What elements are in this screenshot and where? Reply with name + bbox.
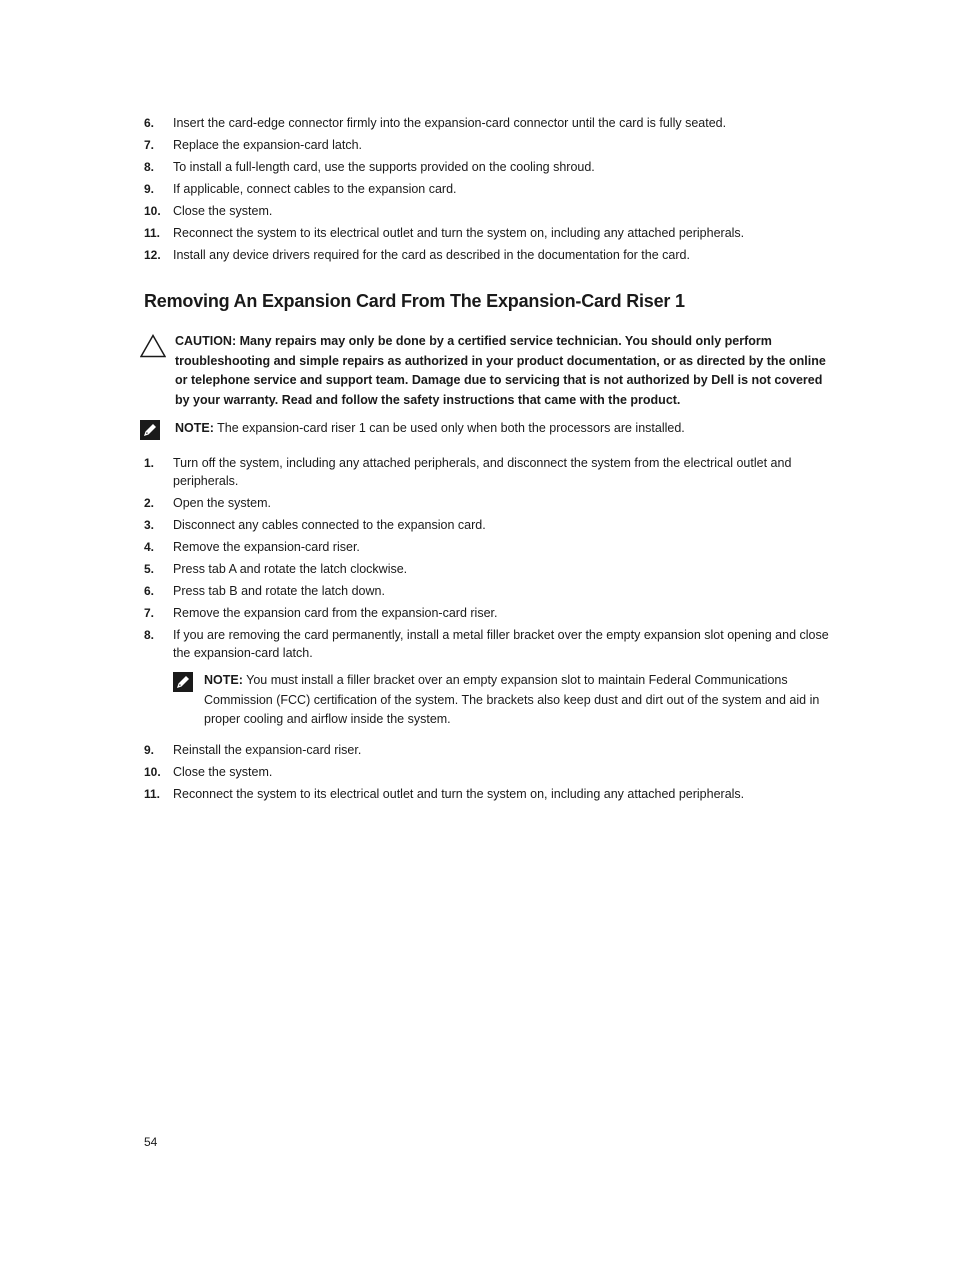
step-text: Open the system.: [173, 496, 271, 510]
step-number: 3.: [144, 518, 155, 532]
step-number: 9.: [144, 182, 155, 196]
list-item: [144, 785, 844, 803]
step-number: 6.: [144, 584, 155, 598]
step-number: 1.: [144, 456, 155, 470]
step-number: 7.: [144, 606, 155, 620]
list-item: [144, 158, 844, 176]
step-text: Remove the expansion-card riser.: [173, 540, 360, 554]
step-text: Reconnect the system to its electrical outlet and turn the system on, including any attached peripherals.: [173, 787, 745, 801]
step-text: Close the system.: [173, 765, 273, 779]
list-item: [144, 516, 844, 534]
section-heading: Removing An Expansion Card From The Expansion-Card Riser 1: [144, 291, 685, 311]
list-item: [144, 136, 844, 154]
list-item: [144, 494, 844, 512]
steps-list-bottom: [144, 454, 844, 807]
note-text: [204, 671, 841, 730]
page-number: 54: [144, 1135, 158, 1149]
step-text: Install any device drivers required for the card as described in the documentation for the card.: [173, 248, 690, 262]
list-item: [144, 763, 844, 781]
list-item: [144, 224, 844, 242]
step-number: 7.: [144, 138, 155, 152]
step-text: Reconnect the system to its electrical outlet and turn the system on, including any attached peripherals.: [173, 226, 745, 240]
step-text: If applicable, connect cables to the expansion card.: [173, 182, 457, 196]
caution-text: CAUTION: Many repairs may only be done by a certified service technician. You should only perform troubleshooting and simple repairs as authorized in your product documentation, or as directed by the online or telephone service and support team. Damage due to servicing that is not authorized by Dell is not covered by your warranty. Read and follow the safety instructions that came with the product.: [175, 334, 826, 407]
note-block: [140, 419, 840, 439]
step-number: 4.: [144, 540, 155, 554]
note-text: [175, 419, 840, 439]
step-number: 5.: [144, 562, 155, 576]
step-text: Remove the expansion card from the expansion-card riser.: [173, 606, 498, 620]
step-number: 11.: [144, 787, 161, 801]
step-text: Press tab A and rotate the latch clockwise.: [173, 562, 408, 576]
step-number: 9.: [144, 743, 155, 757]
step-text: Reinstall the expansion-card riser.: [173, 743, 362, 757]
step-text: Turn off the system, including any attached peripherals, and disconnect the system from the electrical outlet and peripherals.: [173, 456, 792, 488]
step-text: Disconnect any cables connected to the expansion card.: [173, 518, 486, 532]
list-item: [144, 180, 844, 198]
step-text: Replace the expansion-card latch.: [173, 138, 363, 152]
note-pencil-icon: [173, 672, 193, 692]
list-item: [144, 454, 844, 490]
list-item: [144, 202, 844, 220]
list-item: [144, 538, 844, 556]
step-number: 6.: [144, 116, 155, 130]
step-number: 10.: [144, 204, 161, 218]
caution-block: [140, 332, 840, 410]
step-number: 2.: [144, 496, 155, 510]
list-item: [144, 114, 844, 132]
list-item: [144, 246, 844, 264]
step-text: If you are removing the card permanently, install a metal filler bracket over the empty expansion slot opening and close the expansion-card latch.: [173, 628, 829, 660]
step-number: 8.: [144, 160, 155, 174]
step-text: To install a full-length card, use the supports provided on the cooling shroud.: [173, 160, 595, 174]
step-text: Close the system.: [173, 204, 273, 218]
step-number: 11.: [144, 226, 161, 240]
step-number: 8.: [144, 628, 155, 642]
step-number: 12.: [144, 248, 161, 262]
caution-triangle-icon: [140, 334, 166, 358]
note-body: The expansion-card riser 1 can be used only when both the processors are installed.: [213, 421, 685, 435]
note-label: NOTE:: [175, 421, 214, 435]
step-text: Insert the card-edge connector firmly into the expansion-card connector until the card is fully seated.: [173, 116, 727, 130]
note-body: You must install a filler bracket over an empty expansion slot to maintain Federal Communications Commission (FCC) certification of the system. The brackets also keep dust and dirt out of the system and aid in proper cooling and airflow inside the system.: [204, 673, 820, 726]
step-text: Press tab B and rotate the latch down.: [173, 584, 385, 598]
list-item: [144, 582, 844, 600]
note-label: NOTE:: [204, 673, 243, 687]
list-item: [144, 604, 844, 622]
step-number: 10.: [144, 765, 161, 779]
steps-list-top: [144, 114, 844, 268]
note-pencil-icon: [140, 420, 160, 440]
list-item: [144, 626, 844, 662]
list-item: [144, 560, 844, 578]
note-block-nested: [173, 671, 841, 730]
